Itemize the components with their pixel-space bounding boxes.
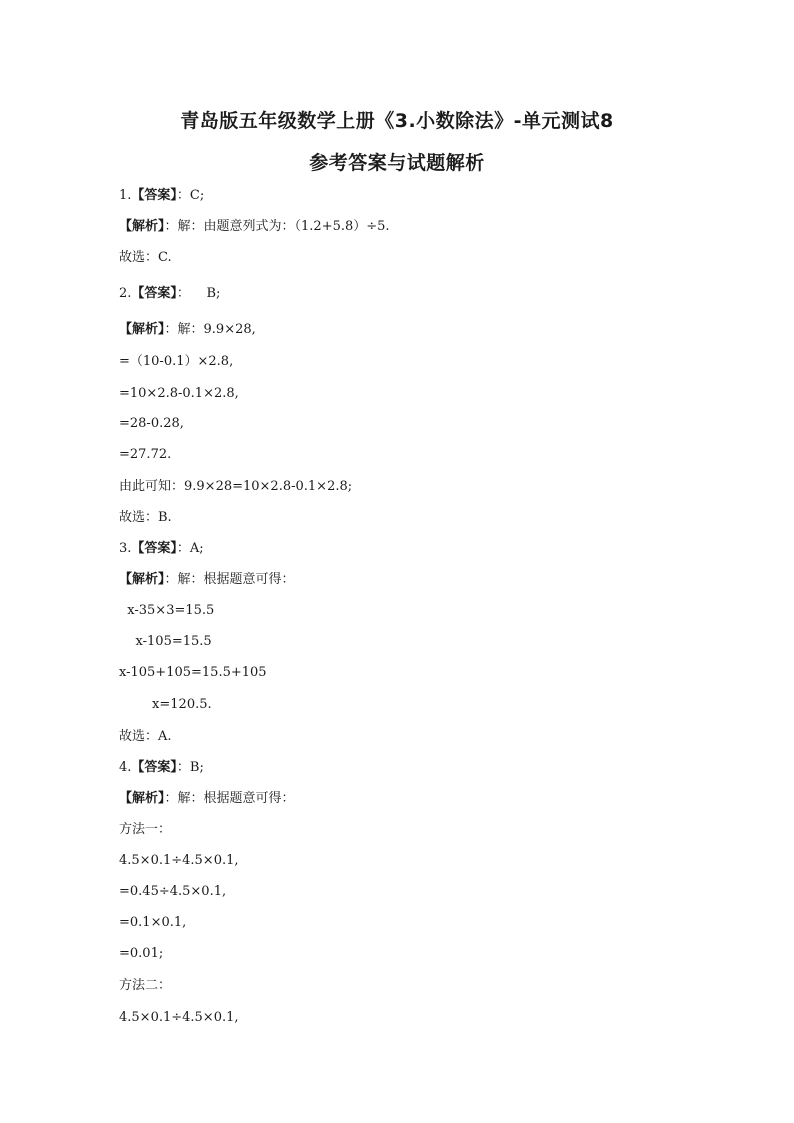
text-line: 4.5×0.1÷4.5×0.1, bbox=[119, 1010, 239, 1025]
answer-line-q3: 3.【答案】：A; bbox=[119, 541, 204, 556]
text-line: 故选：C. bbox=[119, 250, 172, 265]
text-line: =27.72. bbox=[119, 447, 172, 462]
text-line: 4.5×0.1÷4.5×0.1, bbox=[119, 853, 239, 868]
text-line: 故选：A. bbox=[119, 729, 172, 744]
text-line: 由此可知：9.9×28=10×2.8-0.1×2.8; bbox=[119, 479, 353, 494]
text-line: =0.01; bbox=[119, 946, 164, 961]
text-line: =10×2.8-0.1×2.8, bbox=[119, 386, 239, 401]
text-line: =0.45÷4.5×0.1, bbox=[119, 884, 227, 899]
analysis-line-q4: 【解析】：解：根据题意可得： bbox=[119, 791, 295, 806]
text-line: =28-0.28, bbox=[119, 416, 184, 431]
analysis-line-q3: 【解析】：解：根据题意可得： bbox=[119, 572, 295, 587]
text-line: x=120.5. bbox=[119, 697, 212, 712]
text-line: x-35×3=15.5 bbox=[119, 603, 215, 618]
answer-line-q2: 2.【答案】： B; bbox=[119, 286, 221, 301]
text-line: =（10-0.1）×2.8, bbox=[119, 354, 234, 369]
document-title: 青岛版五年级数学上册《3.小数除法》-单元测试8 bbox=[180, 110, 614, 132]
analysis-line-q2: 【解析】：解：9.9×28, bbox=[119, 322, 256, 337]
answer-line-q4: 4.【答案】：B; bbox=[119, 760, 204, 775]
text-line: x-105+105=15.5+105 bbox=[119, 665, 267, 680]
text-line: 方法二： bbox=[119, 978, 172, 993]
document-subtitle: 参考答案与试题解析 bbox=[309, 152, 485, 174]
text-line: x-105=15.5 bbox=[119, 634, 212, 649]
text-line: 方法一： bbox=[119, 822, 172, 837]
answer-line-q1: 1.【答案】：C; bbox=[119, 188, 205, 203]
analysis-line-q1: 【解析】：解：由题意列式为：（1.2+5.8）÷5. bbox=[119, 219, 390, 234]
text-line: 故选：B. bbox=[119, 510, 172, 525]
text-line: =0.1×0.1, bbox=[119, 915, 187, 930]
